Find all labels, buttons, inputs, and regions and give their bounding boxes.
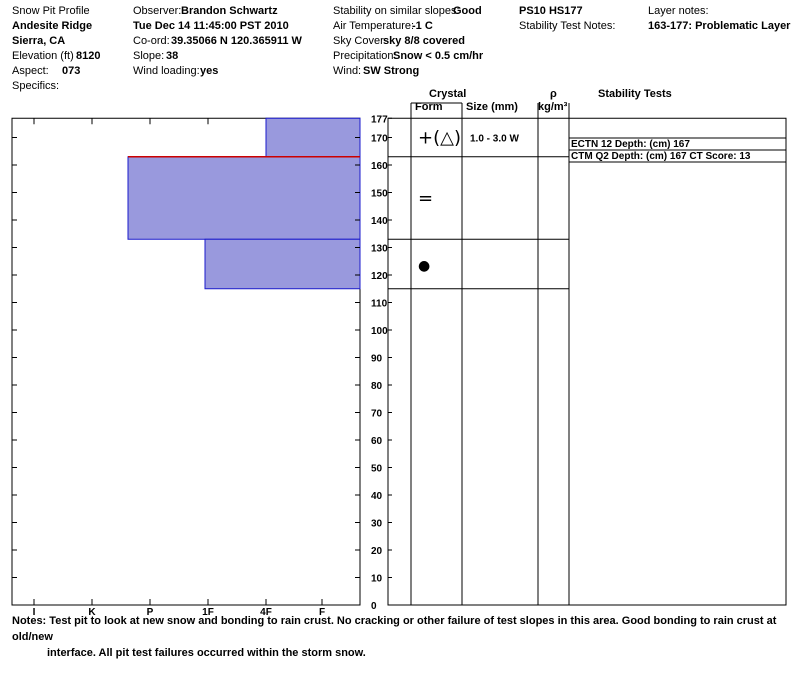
- stability-notes-label: Stability Test Notes:: [519, 20, 616, 32]
- x-tick-label: P: [146, 607, 154, 618]
- depth-tick-label: 120: [371, 271, 388, 282]
- rho-header: ρ: [550, 88, 557, 100]
- hardness-layer-bar: [128, 157, 360, 240]
- depth-tick-label: 80: [371, 381, 383, 392]
- depth-tick-label: 40: [371, 491, 383, 502]
- size-header: Size (mm): [466, 101, 518, 113]
- specifics-label: Specifics:: [12, 80, 60, 92]
- notes: [12, 613, 782, 661]
- observer-value: Brandon Schwartz: [181, 5, 278, 17]
- depth-tick-label: 110: [371, 298, 388, 310]
- stability-tests-header: Stability Tests: [598, 88, 672, 100]
- aspect-label: Aspect:: [12, 65, 49, 77]
- wind-value: SW Strong: [363, 65, 420, 77]
- elevation-value: 8120: [76, 50, 101, 62]
- air-temp-label: Air Temperature:: [333, 20, 415, 32]
- x-tick-label: K: [88, 607, 96, 618]
- depth-tick-label: 20: [371, 546, 383, 557]
- aspect-value: 073: [62, 65, 81, 77]
- x-tick-label: 1F: [202, 607, 214, 618]
- crystal-form: ●: [418, 258, 431, 274]
- form-header: Form: [415, 101, 443, 113]
- slope-value: 38: [166, 50, 179, 62]
- hardness-layer-bar: [266, 118, 360, 157]
- stability-label: Stability on similar slopes:: [333, 5, 460, 17]
- hardness-layer-bar: [205, 239, 360, 289]
- slope-label: Slope:: [133, 50, 165, 62]
- stability-test-text: ECTN 12 Depth: (cm) 167: [571, 139, 690, 150]
- depth-tick-label: 10: [371, 573, 383, 585]
- observer-label: Observer:: [133, 5, 182, 17]
- crystal-form: +(△): [418, 127, 461, 149]
- coord-value: 39.35066 N 120.365911 W: [171, 35, 302, 47]
- depth-tick-label: 100: [371, 326, 388, 337]
- sky-cover-value: sky 8/8 covered: [383, 35, 465, 47]
- date-time: Tue Dec 14 11:45:00 PST 2010: [133, 20, 289, 32]
- x-tick-label: F: [318, 607, 326, 618]
- x-tick-label: 4F: [260, 607, 272, 618]
- coord-label: Co-ord:: [133, 35, 170, 47]
- crystal-size: 1.0 - 3.0 W: [470, 133, 519, 145]
- crystal-header: Crystal: [429, 88, 467, 100]
- elevation-label: Elevation (ft): [12, 50, 74, 62]
- precip-label: Precipitation:: [333, 50, 397, 62]
- depth-tick-label: 70: [371, 408, 383, 420]
- depth-tick-label: 150: [371, 188, 388, 200]
- depth-tick-label: 60: [371, 436, 383, 447]
- table-frame: [388, 118, 786, 605]
- ps-hs: PS10 HS177: [519, 5, 583, 17]
- notes-line1: Test pit to look at new snow and bonding to rain crust. No cracking or other failure of test slopes in this area. Good bonding to rain crust at old/new: [12, 615, 777, 643]
- depth-tick-label: 90: [371, 353, 383, 365]
- depth-tick-label: 50: [371, 463, 383, 475]
- layer-notes-label: Layer notes:: [648, 5, 709, 17]
- depth-tick-label: 160: [371, 161, 388, 172]
- depth-tick-label: 30: [371, 518, 383, 530]
- wind-loading-label: Wind loading:: [133, 65, 200, 77]
- depth-tick-label: 140: [371, 216, 388, 227]
- notes-label: Notes:: [12, 615, 47, 627]
- layer-notes-value: 163-177: Problematic Layer: [648, 20, 791, 32]
- air-temp-value: -1 C: [412, 20, 433, 32]
- wind-loading-value: yes: [200, 65, 219, 77]
- precip-value: Snow < 0.5 cm/hr: [393, 50, 484, 62]
- x-tick-label: I: [32, 607, 36, 618]
- location-name: Andesite Ridge: [12, 20, 93, 32]
- region-name: Sierra, CA: [12, 35, 66, 47]
- depth-tick-label: 130: [371, 243, 388, 255]
- profile-title: Snow Pit Profile: [12, 5, 90, 17]
- depth-tick-label: 0: [371, 601, 377, 612]
- notes-line2: interface. All pit test failures occurred within the storm snow.: [47, 647, 366, 659]
- crystal-form: =: [418, 188, 434, 209]
- stability-test-text: CTM Q2 Depth: (cm) 167 CT Score: 13: [571, 151, 751, 162]
- sky-cover-label: Sky Cover:: [333, 35, 387, 47]
- wind-label: Wind:: [333, 65, 362, 77]
- density-header: kg/m³: [538, 101, 568, 113]
- depth-tick-label: 177: [371, 114, 388, 126]
- depth-tick-label: 170: [371, 133, 388, 145]
- stability-value: Good: [453, 5, 482, 17]
